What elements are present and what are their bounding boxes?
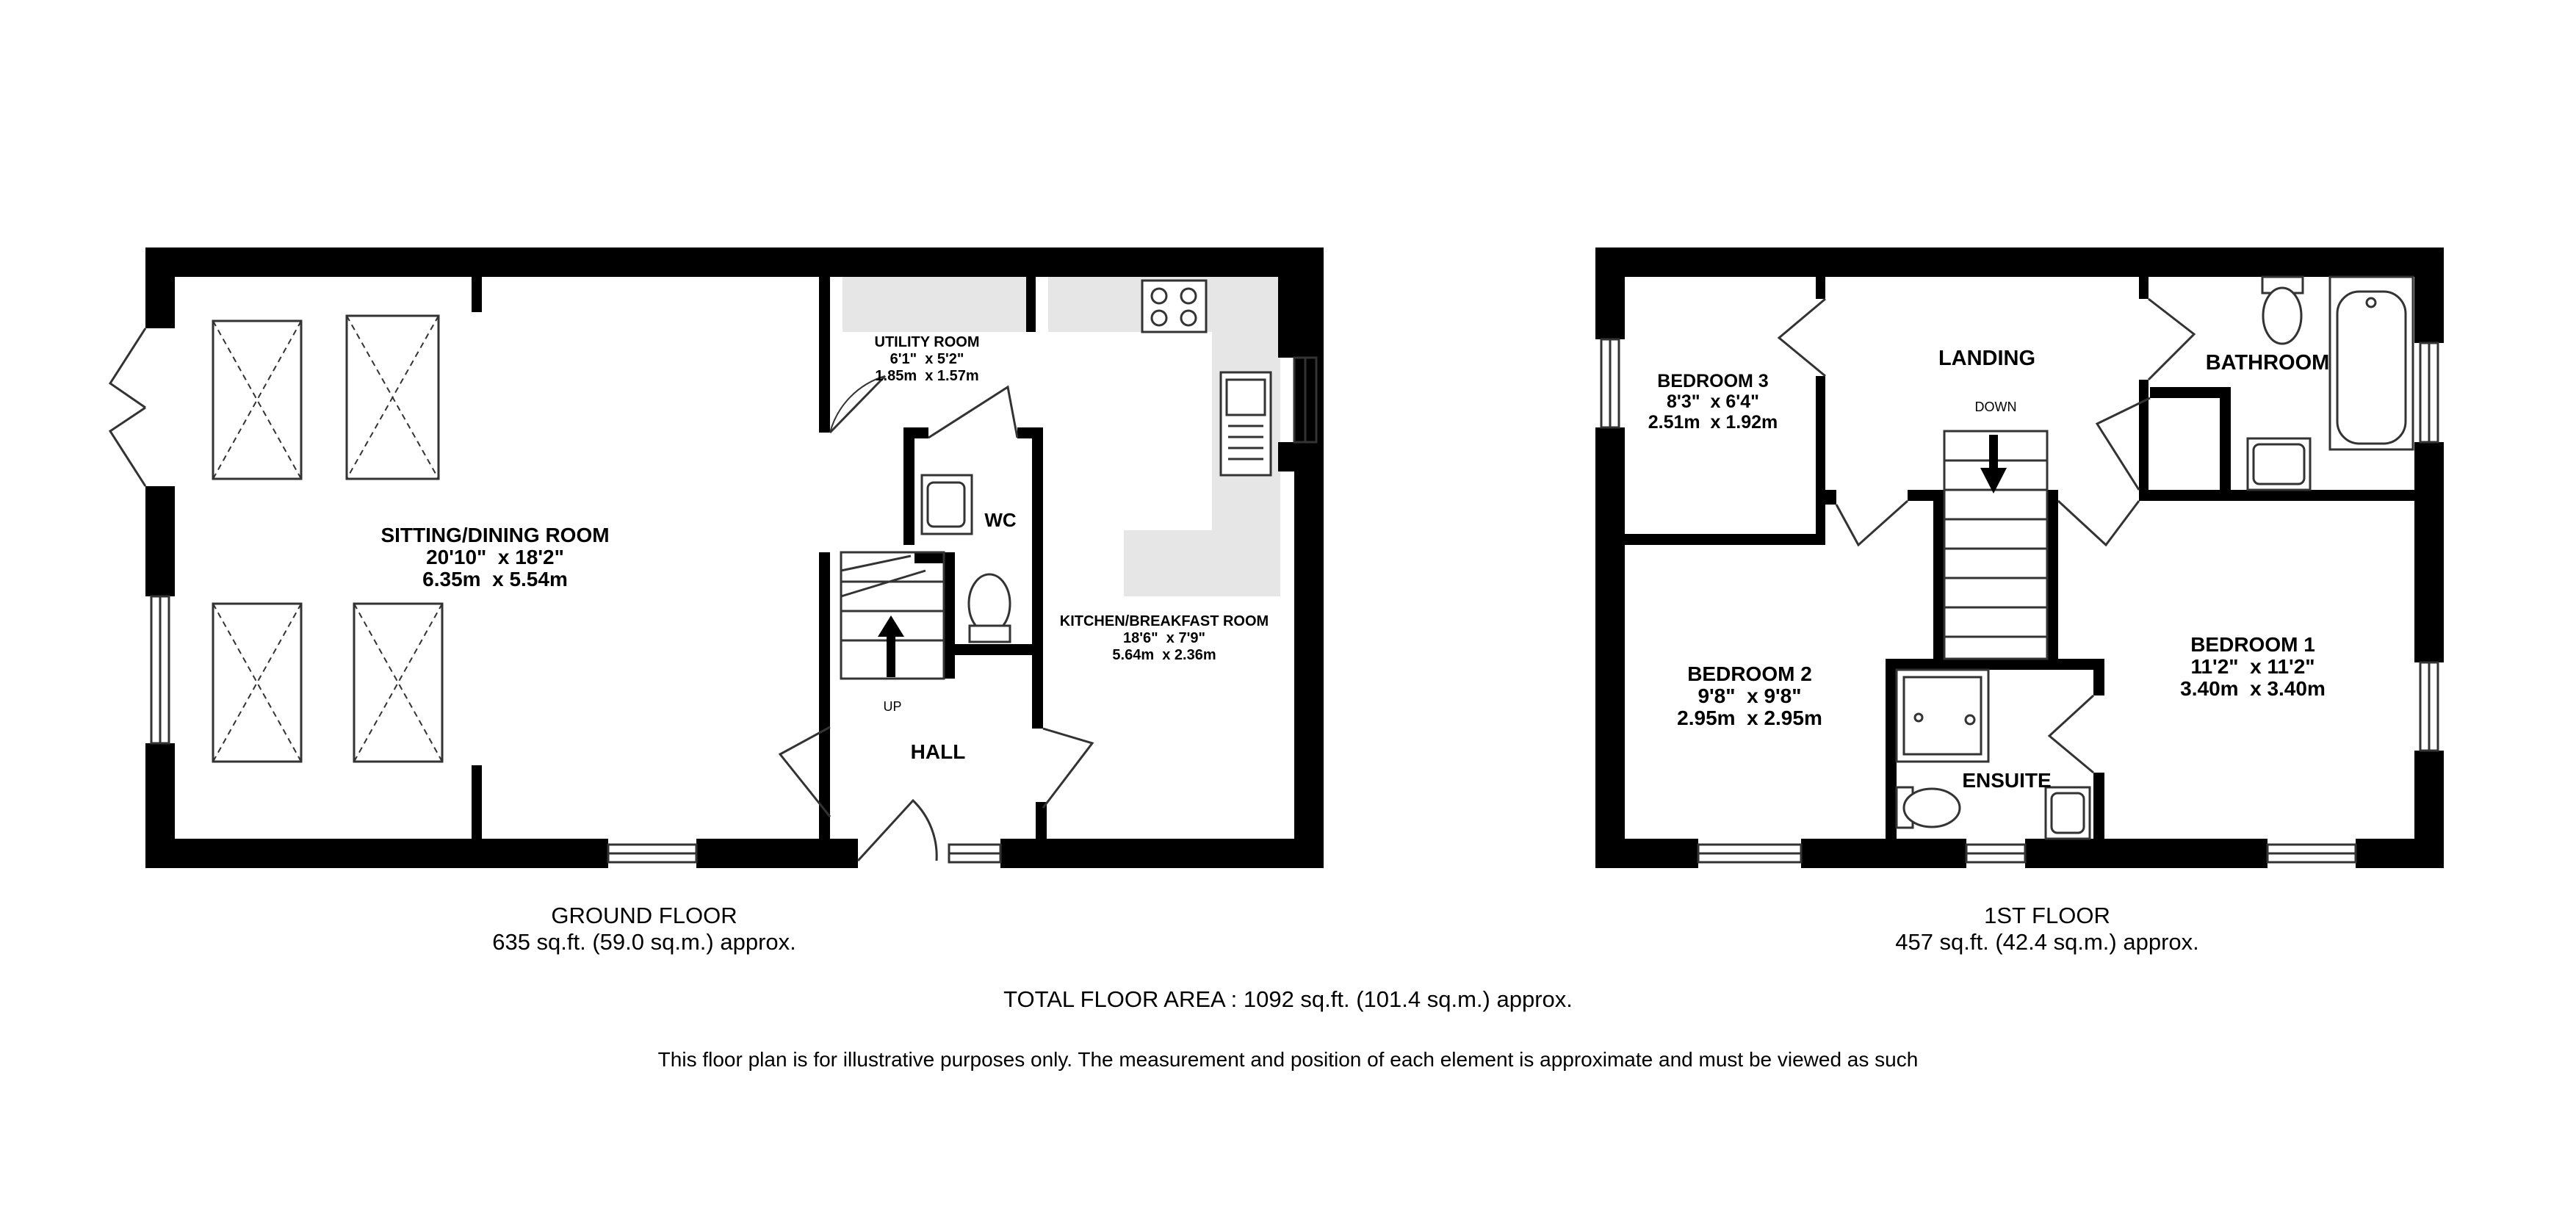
room-dim-imperial-kitchen: 18'6" x 7'9" <box>1123 630 1205 646</box>
stairs-up-label: UP <box>883 699 902 714</box>
ground-floor-title: GROUND FLOOR <box>551 903 737 928</box>
room-dim-metric-bedroom2: 2.95m x 2.95m <box>1677 707 1822 729</box>
room-dim-metric-kitchen: 5.64m x 2.36m <box>1112 647 1216 663</box>
wc-basin-icon <box>922 475 972 534</box>
room-dim-imperial-bedroom1: 11'2" x 11'2" <box>2190 655 2315 678</box>
room-name-utility: UTILITY ROOM <box>874 334 980 350</box>
room-dim-metric-utility: 1.85m x 1.57m <box>875 368 979 384</box>
total-floor-area: TOTAL FLOOR AREA : 1092 sq.ft. (101.4 sq.m.) approx. <box>1003 986 1573 1012</box>
stairs-down-label: DOWN <box>1974 400 2017 414</box>
stairs-down-arrow-icon <box>1980 435 2007 494</box>
first-floor-title: 1ST FLOOR <box>1984 903 2110 928</box>
ensuite-toilet-icon <box>1897 787 1960 828</box>
room-dim-metric-bedroom3: 2.51m x 1.92m <box>1648 412 1778 433</box>
shower-tray-icon <box>1897 670 1988 762</box>
disclaimer-text: This floor plan is for illustrative purposes only. The measurement and position of each element is approximate and must be viewed as such <box>657 1048 1919 1071</box>
ensuite-basin-icon <box>2046 787 2090 839</box>
ground-floor-plan <box>110 248 1324 868</box>
room-dim-imperial-sitting-dining: 20'10" x 18'2" <box>426 546 564 568</box>
ground-floor-caption <box>446 903 843 955</box>
hob-icon <box>1142 281 1206 332</box>
room-dim-imperial-bedroom3: 8'3" x 6'4" <box>1667 391 1759 412</box>
bathtub-icon <box>2330 277 2413 449</box>
room-dim-metric-sitting-dining: 6.35m x 5.54m <box>422 568 568 590</box>
toilet-icon <box>969 574 1010 642</box>
room-labels <box>380 334 2329 792</box>
first-floor-area: 457 sq.ft. (42.4 sq.m.) approx. <box>1895 929 2199 955</box>
room-name-landing: LANDING <box>1938 347 2036 370</box>
first-floor-caption <box>1849 903 2245 955</box>
room-name-bedroom1: BEDROOM 1 <box>2190 633 2315 656</box>
room-name-ensuite: ENSUITE <box>1962 769 2052 792</box>
room-name-wc: WC <box>984 509 1017 531</box>
bathroom-toilet-icon <box>2262 277 2303 344</box>
bathroom-basin-icon <box>2248 438 2310 490</box>
ground-windows <box>151 358 1316 862</box>
room-name-sitting-dining: SITTING/DINING ROOM <box>380 524 610 546</box>
room-name-hall: HALL <box>910 740 966 763</box>
ground-floor-area: 635 sq.ft. (59.0 sq.m.) approx. <box>492 929 796 955</box>
kitchen-sink-icon <box>1221 372 1271 475</box>
room-name-bedroom2: BEDROOM 2 <box>1687 662 1812 685</box>
stairs-up-arrow-icon <box>878 615 904 677</box>
room-dim-metric-bedroom1: 3.40m x 3.40m <box>2180 677 2326 700</box>
room-name-bathroom: BATHROOM <box>2205 351 2330 375</box>
room-name-kitchen: KITCHEN/BREAKFAST ROOM <box>1059 613 1269 629</box>
room-dim-imperial-utility: 6'1" x 5'2" <box>890 351 964 367</box>
room-dim-imperial-bedroom2: 9'8" x 9'8" <box>1698 684 1802 707</box>
room-name-bedroom3: BEDROOM 3 <box>1657 371 1769 391</box>
